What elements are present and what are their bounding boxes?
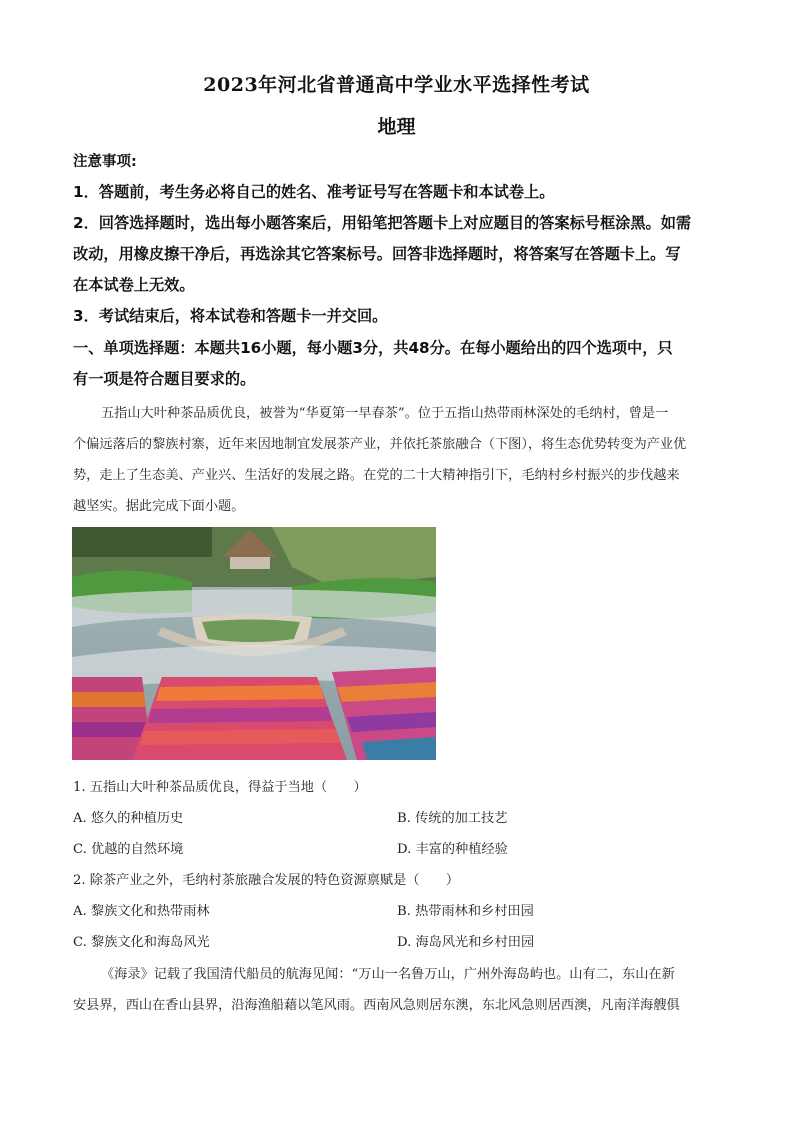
question-1-option-b[interactable]: B. 传统的加工技艺: [397, 811, 508, 826]
question-2-option-c[interactable]: C. 黎族文化和海岛风光: [73, 935, 210, 950]
notice-line-1: 1．答题前，考生务必将自己的姓名、准考证号写在答题卡和本试卷上。: [73, 183, 555, 201]
exam-title: 2023年河北省普通高中学业水平选择性考试: [203, 74, 590, 96]
question-1-stem: 1. 五指山大叶种茶品质优良，得益于当地（ ）: [73, 780, 367, 795]
question-1-option-c[interactable]: C. 优越的自然环境: [73, 842, 184, 857]
aerial-photo-illustration: [72, 527, 436, 760]
notice-line-3: 改动，用橡皮擦干净后，再选涂其它答案标号。回答非选择题时，将答案写在答题卡上。写: [73, 245, 681, 263]
question-2-option-b[interactable]: B. 热带雨林和乡村田园: [397, 904, 534, 919]
passage1-line-1: 五指山大叶种茶品质优良，被誉为“华夏第一早春茶”。位于五指山热带雨林深处的毛纳村，曾是一: [101, 406, 669, 421]
passage1-line-3: 势，走上了生态美、产业兴、生活好的发展之路。在党的二十大精神指引下，毛纳村乡村振兴的步伐越来: [73, 468, 680, 483]
exam-subject: 地理: [377, 116, 416, 138]
passage1-line-4: 越坚实。据此完成下面小题。: [73, 499, 245, 514]
question-2-stem: 2. 除茶产业之外，毛纳村茶旅融合发展的特色资源禀赋是（ ）: [73, 873, 460, 888]
question-2-option-a[interactable]: A. 黎族文化和热带雨林: [73, 904, 210, 919]
figure-tea-tourism-photo: [72, 527, 436, 760]
passage2-line-1: 《海录》记载了我国清代船员的航海见闻：“万山一名鲁万山，广州外海岛屿也。山有二，东山在新: [101, 967, 675, 982]
notice-heading: 注意事项:: [73, 154, 137, 170]
notice-line-5: 3．考试结束后，将本试卷和答题卡一并交回。: [73, 307, 388, 325]
section-heading-line-1: 一、单项选择题：本题共16小题，每小题3分，共48分。在每小题给出的四个选项中，只: [73, 339, 673, 357]
textile-banners: [72, 667, 436, 760]
question-2-option-d[interactable]: D. 海岛风光和乡村田园: [397, 935, 535, 950]
passage2-line-2: 安县界，西山在香山县界，沿海渔船藉以笔风雨。西南风急则居东澳，东北风急则居西澳，凡南洋海艘俱: [73, 998, 680, 1013]
notice-line-2: 2．回答选择题时，选出每小题答案后，用铅笔把答题卡上对应题目的答案标号框涂黑。如需: [73, 214, 692, 232]
passage1-line-2: 个偏远落后的黎族村寨，近年来因地制宜发展茶产业，并依托茶旅融合（下图），将生态优势转变为产业优: [73, 437, 687, 452]
notice-line-4: 在本试卷上无效。: [73, 276, 195, 294]
question-1-option-a[interactable]: A. 悠久的种植历史: [73, 811, 184, 826]
question-1-option-d[interactable]: D. 丰富的种植经验: [397, 842, 508, 857]
section-heading-line-2: 有一项是符合题目要求的。: [73, 370, 256, 388]
